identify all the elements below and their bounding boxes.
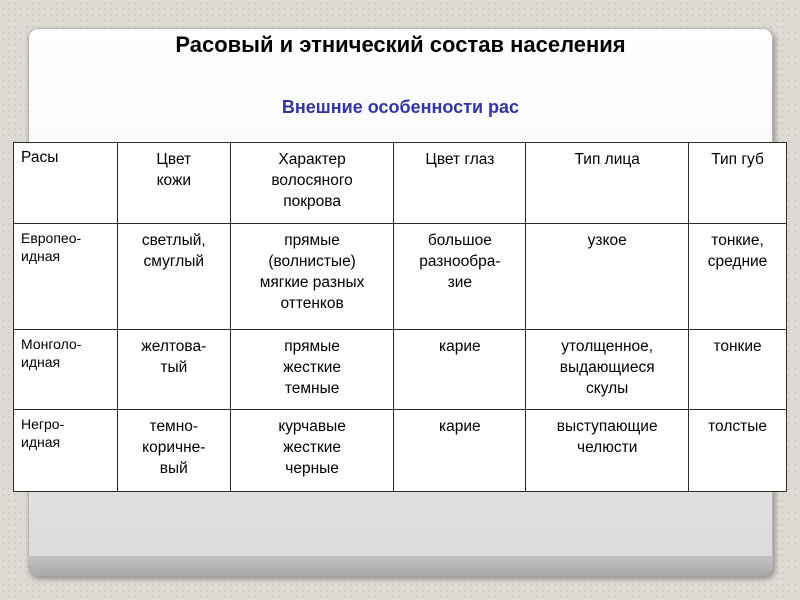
cell-face-type: выступающие челюсти bbox=[526, 410, 689, 492]
cell-skin-color: темно- коричне- вый bbox=[117, 410, 230, 492]
table-row-europeoid bbox=[14, 224, 787, 330]
slide-subtitle: Внешние особенности рас bbox=[281, 97, 520, 117]
slide-title: Расовый и этнический состав населения bbox=[175, 32, 626, 57]
cell-lip-type: тонкие, средние bbox=[689, 224, 787, 330]
cell-race-name: Негро- идная bbox=[14, 410, 118, 492]
header-face-type: Тип лица bbox=[526, 143, 689, 224]
cell-face-type: узкое bbox=[526, 224, 689, 330]
cell-hair-type: прямые жесткие темные bbox=[230, 330, 394, 410]
table-row-mongoloid bbox=[14, 330, 787, 410]
header-eye-color: Цвет глаз bbox=[394, 143, 526, 224]
cell-lip-type: тонкие bbox=[689, 330, 787, 410]
table-header-row bbox=[14, 143, 787, 224]
slide-card-bottom-edge bbox=[28, 556, 773, 576]
header-hair-type: Характер волосяного покрова bbox=[230, 143, 394, 224]
header-skin-color: Цвет кожи bbox=[117, 143, 230, 224]
table-row-negroid bbox=[14, 410, 787, 492]
cell-skin-color: светлый, смуглый bbox=[117, 224, 230, 330]
cell-lip-type: толстые bbox=[689, 410, 787, 492]
cell-skin-color: желтова- тый bbox=[117, 330, 230, 410]
cell-eye-color: карие bbox=[394, 330, 526, 410]
header-races: Расы bbox=[14, 143, 118, 224]
cell-eye-color: большое разнообра- зие bbox=[394, 224, 526, 330]
header-lip-type: Тип губ bbox=[689, 143, 787, 224]
cell-eye-color: карие bbox=[394, 410, 526, 492]
race-features-table bbox=[13, 142, 787, 492]
cell-hair-type: прямые (волнистые) мягкие разных оттенков bbox=[230, 224, 394, 330]
cell-face-type: утолщенное, выдающиеся скулы bbox=[526, 330, 689, 410]
cell-race-name: Монголо- идная bbox=[14, 330, 118, 410]
cell-hair-type: курчавые жесткие черные bbox=[230, 410, 394, 492]
cell-race-name: Европео- идная bbox=[14, 224, 118, 330]
